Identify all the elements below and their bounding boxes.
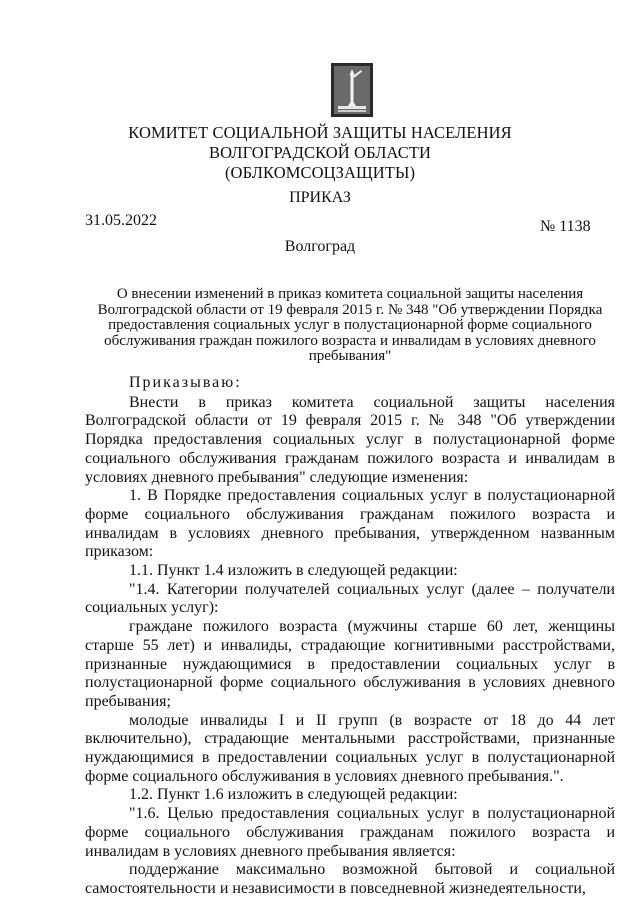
document-body	[85, 374, 615, 899]
paragraph: поддержание максимально возможной бытовой и социальной самостоятельности и независимости в повседневной жизнедеятельности,	[85, 861, 615, 897]
document-city: Волгоград	[284, 238, 356, 255]
paragraph: молодые инвалиды I и II групп (в возрасте от 18 до 44 лет включительно), страдающие ментальными расстройствами, признанные нуждающимися в предоставлении социальных услуг в полустационарной форме социального обслуживания в условиях дневного пребывания.".	[85, 711, 615, 785]
document-number: № 1138	[540, 218, 591, 235]
volgograd-emblem-icon	[330, 62, 374, 118]
paragraph: 1.1. Пункт 1.4 изложить в следующей редакции:	[129, 562, 458, 580]
paragraph: граждане пожилого возраста (мужчины старше 60 лет, женщины старше 55 лет) и инвалиды, страдающие когнитивными расстройствами, признанные нуждающимися в предоставлении социальных услуг в полустационарной форме социального обслуживания в условиях дневного пребывания;	[85, 618, 615, 710]
document-subject: О внесении изменений в приказ комитета социальной защиты населения Волгоградской области от 19 февраля 2015 г. № 348 "Об утверждении Порядка предоставления социальных услуг в полустационарной форме социального обслуживания граждан пожилого возраста и инвалидам в условиях дневного пребывания"	[97, 286, 603, 364]
organization-name	[0, 123, 640, 183]
org-line-2: ВОЛГОГРАДСКОЙ ОБЛАСТИ	[208, 143, 432, 162]
document-date: 31.05.2022	[85, 212, 157, 229]
paragraph: 1. В Порядке предоставления социальных услуг в полустационарной форме социального обслуживания гражданам пожилого возраста и инвалидам в условиях дневного пребывания, утвержденном названным приказом:	[85, 487, 615, 561]
paragraph: "1.6. Целью предоставления социальных услуг в полустационарной форме социального обслуживания гражданам пожилого возраста и инвалидам в условиях дневного пребывания является:	[85, 805, 615, 860]
org-line-1: КОМИТЕТ СОЦИАЛЬНОЙ ЗАЩИТЫ НАСЕЛЕНИЯ	[128, 123, 512, 142]
document-type: ПРИКАЗ	[289, 189, 351, 206]
org-line-3: (ОБЛКОМСОЦЗАЩИТЫ)	[224, 163, 416, 182]
paragraph: 1.2. Пункт 1.6 изложить в следующей редакции:	[129, 786, 458, 804]
paragraph: "1.4. Категории получателей социальных услуг (далее – получатели социальных услуг):	[85, 580, 615, 617]
order-verb: Приказываю:	[129, 374, 242, 391]
paragraph: Внести в приказ комитета социальной защиты населения Волгоградской области от 19 февраля 2015 г. № 348 "Об утверждении Порядка предоставления социальных услуг в полустационарной форме социального обслуживания гражданам пожилого возраста и инвалидам в условиях дневного пребывания" следующие изменения:	[85, 393, 615, 486]
